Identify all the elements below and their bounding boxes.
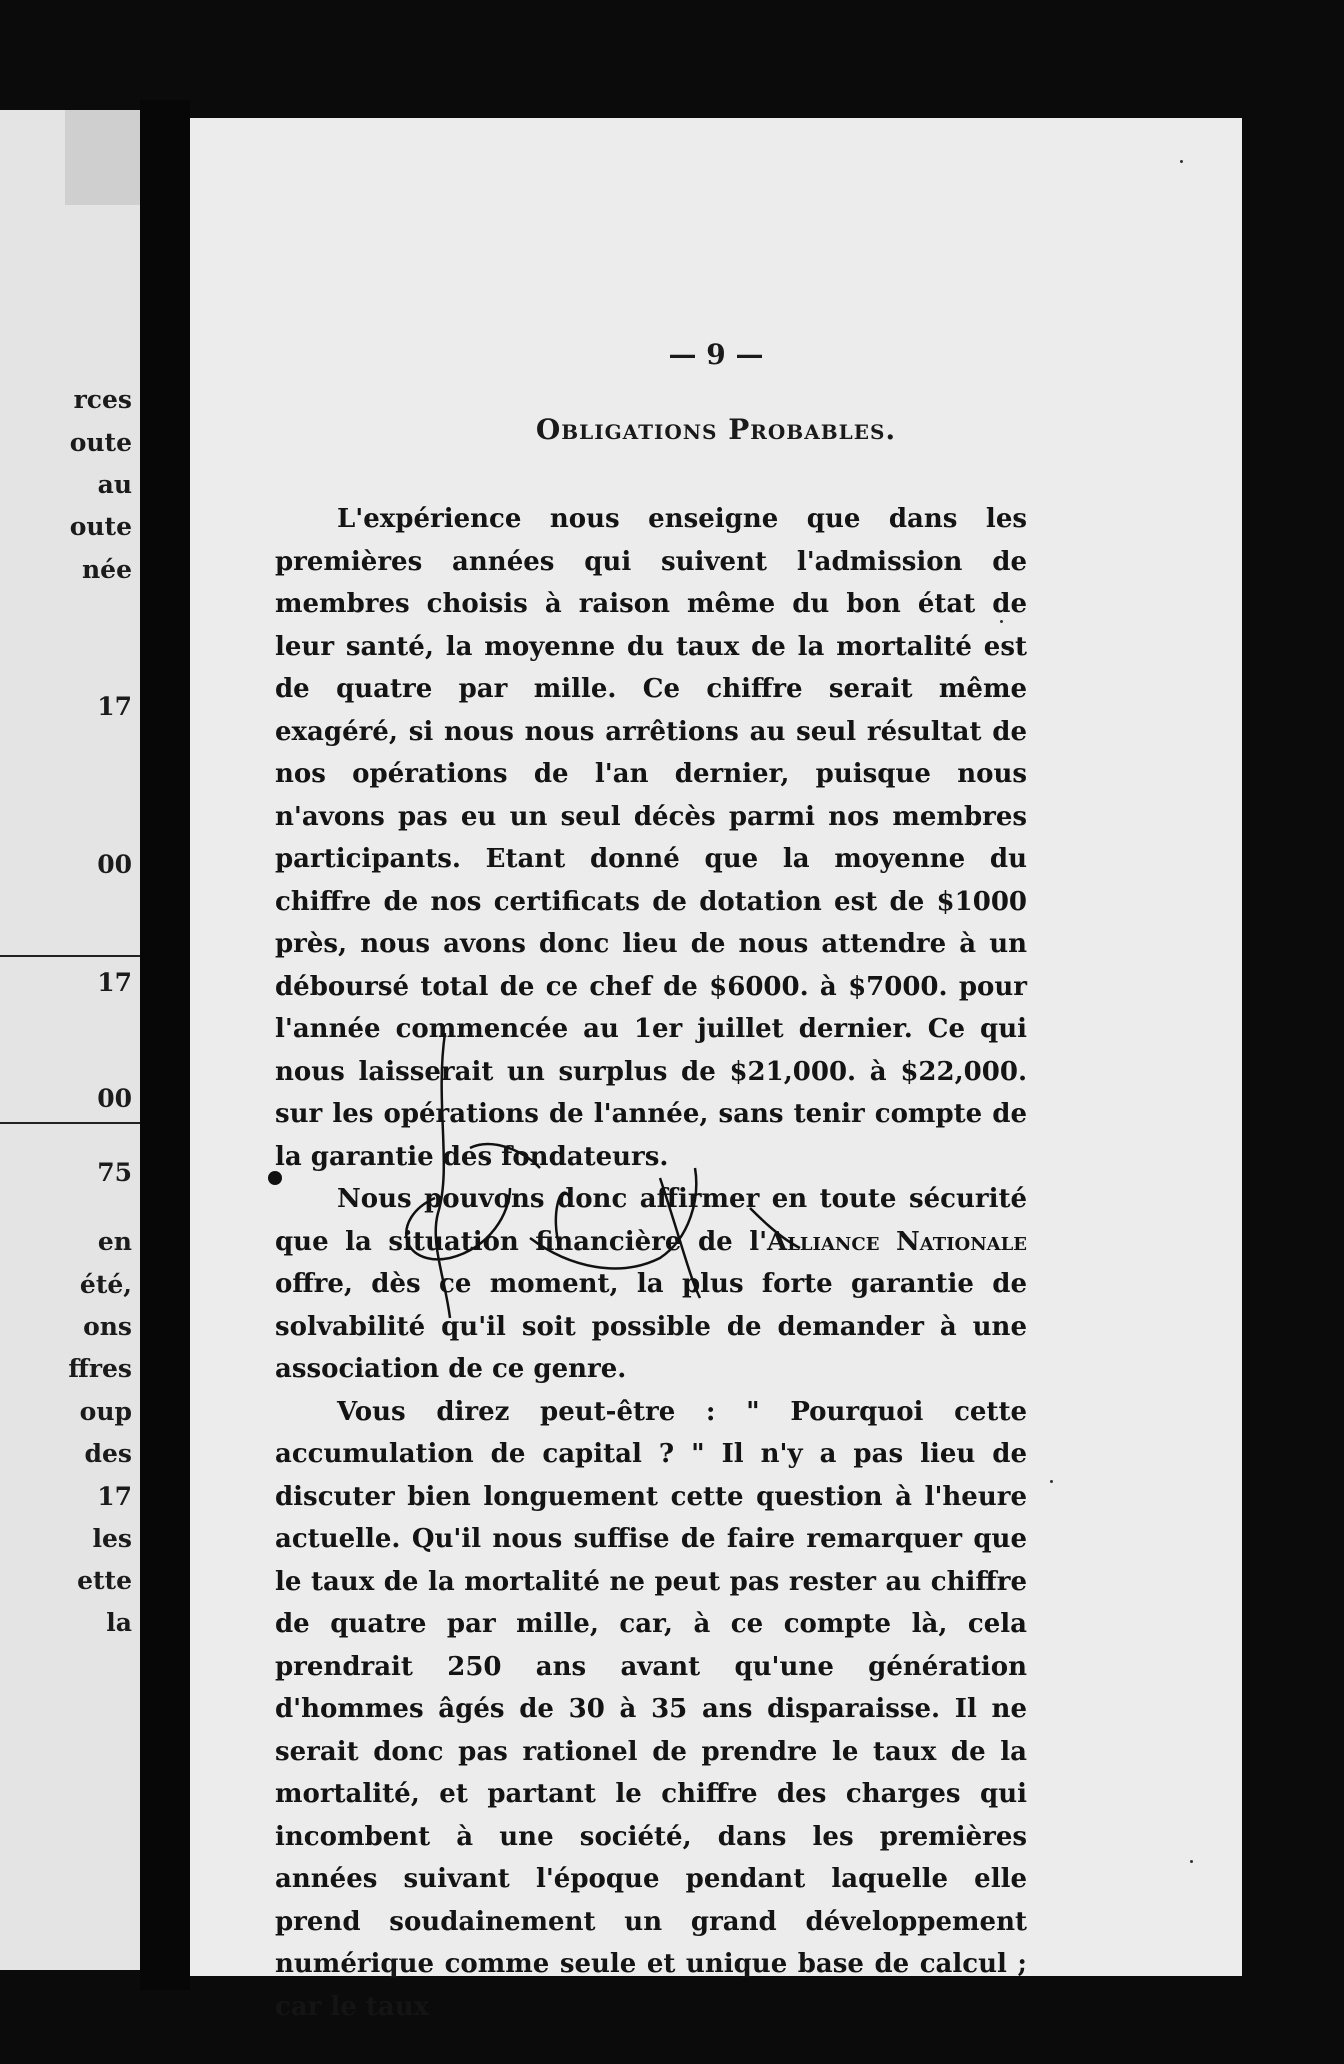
left-fragment: 17 xyxy=(97,692,132,721)
facing-page-fragment xyxy=(0,110,140,1970)
dust-speck xyxy=(1180,160,1183,163)
dust-speck xyxy=(1050,1480,1053,1483)
left-fragment: née xyxy=(82,555,132,584)
left-fragment: en xyxy=(97,1227,132,1256)
body-text xyxy=(275,498,1027,2028)
left-fragment: la xyxy=(106,1608,132,1637)
facing-page-top-strip xyxy=(65,110,140,205)
left-fragment: oup xyxy=(79,1397,132,1426)
left-rule xyxy=(0,955,140,957)
left-fragment: ffres xyxy=(68,1354,132,1383)
dust-speck xyxy=(1000,620,1003,623)
section-title: Obligations Probables. xyxy=(535,413,897,446)
left-fragment: 17 xyxy=(97,1482,132,1511)
left-fragment: rces xyxy=(73,385,132,414)
book-gutter xyxy=(140,100,190,1990)
left-fragment: ette xyxy=(77,1566,132,1595)
left-rule xyxy=(0,1122,140,1124)
left-fragment: 00 xyxy=(97,850,132,879)
left-fragment: ons xyxy=(83,1312,132,1341)
document-page xyxy=(190,118,1242,2022)
paragraph: L'expérience nous enseigne que dans les premières années qui suivent l'admission de membres choisis à raison même du bon état de leur santé, la moyenne du taux de la mortalité est de quatre par mille. Ce chiffre serait même exagéré, si nous nous arrêtions au seul résultat de nos opérations de l'an dernier, puisque nous n'avons pas eu un seul décès parmi nos membres participants. Etant donné que la moyenne du chiffre de nos certificats de dotation est de $1000 près, nous avons donc lieu de nous attendre à un déboursé total de ce chef de $6000. à $7000. pour l'année commencée au 1er juillet dernier. Ce qui nous laisserait un surplus de $21,000. à $22,000. sur les opérations de l'année, sans tenir compte de la garantie des fondateurs. xyxy=(275,504,1027,1172)
left-fragment: les xyxy=(92,1524,132,1553)
left-fragment: oute xyxy=(69,512,132,541)
left-fragment: 00 xyxy=(97,1084,132,1113)
left-fragment: 75 xyxy=(97,1158,132,1187)
paragraph: Nous pouvons donc affirmer en toute sécurité que la situation financière de l'Alliance Nationale offre, dès ce moment, la plus forte garantie de solvabilité qu'il soit possible de demander à une association de ce genre. xyxy=(275,1184,1027,1384)
page-number: — 9 — xyxy=(668,338,764,371)
paragraph: Vous direz peut-être : " Pourquoi cette accumulation de capital ? " Il n'y a pas lieu de discuter bien longuement cette question à l'heure actuelle. Qu'il nous suffise de faire remarquer que le taux de la mortalité ne peut pas rester au chiffre de quatre par mille, car, à ce compte là, cela prendrait 250 ans avant qu'une génération d'hommes âgés de 30 à 35 ans disparaisse. Il ne serait donc pas rationel de prendre le taux de la mortalité, et partant le chiffre des charges qui incombent à une société, dans les premières années suivant l'époque pendant laquelle elle prend soudainement un grand développement numérique comme seule et unique base de calcul ; car le taux xyxy=(275,1396,1027,2022)
left-fragment: des xyxy=(84,1439,132,1468)
left-fragment: oute xyxy=(69,428,132,457)
association-name: Alliance Nationale xyxy=(767,1226,1027,1257)
dust-speck xyxy=(1190,1860,1193,1863)
left-fragment: 17 xyxy=(97,968,132,997)
left-fragment: au xyxy=(97,470,132,499)
left-fragment: été, xyxy=(79,1270,132,1299)
